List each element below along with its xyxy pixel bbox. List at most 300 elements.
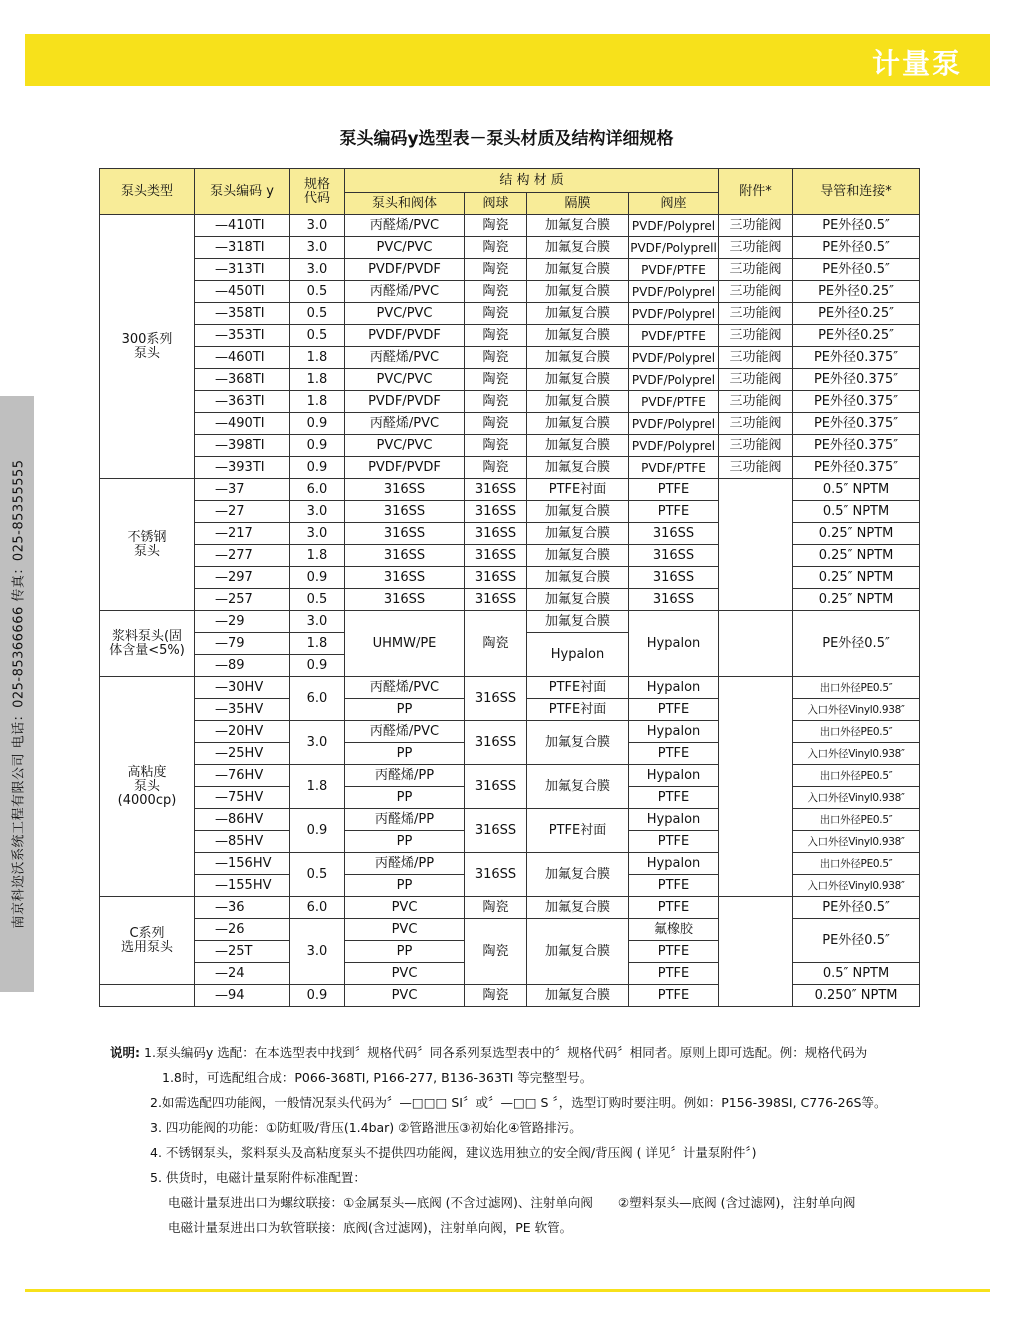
table-cell: PP: [345, 699, 465, 721]
table-row: [100, 721, 920, 743]
table-cell: PE外径0.5″: [793, 259, 920, 281]
group-stainless: [100, 479, 195, 611]
table-cell: 316SS: [465, 589, 527, 611]
table-row: [100, 325, 920, 347]
table-cell: PVDF/PTFE: [629, 457, 719, 479]
table-cell: 丙醛烯/PP: [345, 809, 465, 831]
table-cell: 三功能阀: [719, 303, 793, 325]
table-cell: PE外径0.375″: [793, 369, 920, 391]
table-cell: 0.9: [290, 435, 345, 457]
table-cell: PVC/PVC: [345, 237, 465, 259]
table-cell: 加氟复合膜: [527, 567, 629, 589]
group-empty: [100, 985, 195, 1007]
table-cell: 6.0: [290, 677, 345, 721]
table-cell: 出口外径PE0.5″: [793, 677, 920, 699]
table-row: [100, 501, 920, 523]
table-row: [100, 611, 920, 633]
table-cell: 3.0: [290, 721, 345, 765]
table-cell: 1.8: [290, 347, 345, 369]
table-row: [100, 809, 920, 831]
note-5a: 电磁计量泵进出口为螺纹联接：①金属泵头—底阀 (不含过滤网)、注射单向阀 ②塑料泵头—底阀 (含过滤网)，注射单向阀: [168, 1195, 856, 1210]
group-300-series: [100, 215, 195, 479]
table-cell: 6.0: [290, 897, 345, 919]
table-cell: PTFE: [629, 501, 719, 523]
table-cell: PP: [345, 831, 465, 853]
note-1a: 说明: 1.泵头编码y 选配：在本选型表中找到〞规格代码〞同各系列泵选型表中的〞规格代码〞相同者。原则上即可选配。例：规格代码为: [110, 1045, 868, 1060]
table-cell: 陶瓷: [465, 303, 527, 325]
cell-line: 高粘度: [127, 764, 167, 780]
table-cell: PE外径0.25″: [793, 281, 920, 303]
table-cell: 丙醛烯/PVC: [345, 347, 465, 369]
table-cell: 3.0: [290, 259, 345, 281]
table-cell: 丙醛烯/PP: [345, 765, 465, 787]
table-cell: 三功能阀: [719, 369, 793, 391]
table-cell: PVC: [345, 985, 465, 1007]
table-cell: 3.0: [290, 611, 345, 633]
cell-line: C系列: [129, 925, 165, 941]
table-row: [100, 347, 920, 369]
table-cell: 3.0: [290, 919, 345, 985]
table-cell: —353TI: [195, 325, 290, 347]
table-cell: 316SS: [629, 545, 719, 567]
table-cell: PVDF/PTFE: [629, 325, 719, 347]
company-contact-text: 南京科迩沃系统工程有限公司 电话：025-85366666 传真：025-85355555: [11, 459, 27, 929]
table-cell: —29: [195, 611, 290, 633]
cell-line: 代码: [303, 190, 330, 206]
table-cell: —450TI: [195, 281, 290, 303]
table-cell: 三功能阀: [719, 435, 793, 457]
table-row: [100, 413, 920, 435]
note-2: 2.如需选配四功能阀，一般情况泵头代码为〞—□□□ SI〞或〞—□□ S 〞，选型订购时要注明。例如：P156-398SI, C776-26S等。: [150, 1095, 887, 1110]
note-5: 5. 供货时，电磁计量泵附件标准配置：: [150, 1170, 366, 1185]
table-cell: —35HV: [195, 699, 290, 721]
table-cell: 加氟复合膜: [527, 215, 629, 237]
table-cell: PE外径0.25″: [793, 303, 920, 325]
table-cell: PVDF/Polyprel: [629, 435, 719, 457]
cell-line: 浆料泵头(固: [111, 628, 183, 644]
table-cell: 3.0: [290, 237, 345, 259]
table-cell: PVDF/PTFE: [629, 259, 719, 281]
table-cell: —217: [195, 523, 290, 545]
table-cell: 出口外径PE0.5″: [793, 721, 920, 743]
table-cell: 0.5″ NPTM: [793, 479, 920, 501]
table-cell: PTFE: [629, 963, 719, 985]
table-cell: 316SS: [345, 567, 465, 589]
cell-line: (4000cp): [117, 792, 177, 808]
table-cell: PVC/PVC: [345, 369, 465, 391]
table-row: [100, 897, 920, 919]
table-cell: PE外径0.5″: [793, 919, 920, 963]
table-cell: 陶瓷: [465, 457, 527, 479]
header-banner: [25, 34, 990, 86]
table-cell: 加氟复合膜: [527, 545, 629, 567]
table-cell: —393TI: [195, 457, 290, 479]
table-cell: —155HV: [195, 875, 290, 897]
table-cell: Hypalon: [629, 721, 719, 743]
table-cell: 加氟复合膜: [527, 853, 629, 897]
table-cell: 316SS: [465, 677, 527, 721]
table-cell: 三功能阀: [719, 237, 793, 259]
table-cell: 316SS: [465, 523, 527, 545]
table-cell: 6.0: [290, 479, 345, 501]
table-cell: 0.9: [290, 985, 345, 1007]
table-cell: 陶瓷: [465, 369, 527, 391]
accessory-empty: [719, 677, 793, 897]
table-cell: PTFE: [629, 985, 719, 1007]
table-cell: 3.0: [290, 501, 345, 523]
table-cell: 0.9: [290, 413, 345, 435]
table-cell: PP: [345, 941, 465, 963]
table-cell: 入口外径Vinyl0.938″: [793, 831, 920, 853]
table-cell: PTFE衬面: [527, 809, 629, 853]
table-cell: —410TI: [195, 215, 290, 237]
table-cell: 入口外径Vinyl0.938″: [793, 699, 920, 721]
table-cell: 三功能阀: [719, 325, 793, 347]
table-row: [100, 479, 920, 501]
table-cell: PTFE: [629, 941, 719, 963]
table-cell: 氟橡胶: [629, 919, 719, 941]
table-cell: PVC: [345, 919, 465, 941]
table-cell: —30HV: [195, 677, 290, 699]
table-cell: —358TI: [195, 303, 290, 325]
table-cell: PTFE: [629, 743, 719, 765]
table-cell: 加氟复合膜: [527, 611, 629, 633]
table-cell: 3.0: [290, 215, 345, 237]
table-cell: 入口外径Vinyl0.938″: [793, 875, 920, 897]
table-cell: PTFE衬面: [527, 677, 629, 699]
table-cell: —398TI: [195, 435, 290, 457]
table-cell: —277: [195, 545, 290, 567]
table-cell: 0.5: [290, 281, 345, 303]
table-row: [100, 677, 920, 699]
header-seat: 阀座: [629, 193, 719, 215]
table-cell: 加氟复合膜: [527, 435, 629, 457]
table-row: [100, 391, 920, 413]
table-cell: —86HV: [195, 809, 290, 831]
note-3: 3. 四功能阀的功能：①防虹吸/背压(1.4bar) ②管路泄压③初始化④管路排污。: [150, 1120, 582, 1135]
table-cell: PVDF/Polyprel: [629, 281, 719, 303]
table-cell: PE外径0.5″: [793, 237, 920, 259]
table-row: [100, 259, 920, 281]
table-cell: PE外径0.5″: [793, 611, 920, 677]
table-cell: —37: [195, 479, 290, 501]
table-row: [100, 545, 920, 567]
table-cell: UHMW/PE: [345, 611, 465, 677]
table-cell: PP: [345, 743, 465, 765]
table-cell: —297: [195, 567, 290, 589]
header-conduit: 导管和连接*: [793, 169, 920, 215]
table-row: [100, 853, 920, 875]
table-cell: PTFE: [629, 897, 719, 919]
table-cell: 入口外径Vinyl0.938″: [793, 787, 920, 809]
table-cell: 陶瓷: [465, 237, 527, 259]
table-cell: —20HV: [195, 721, 290, 743]
table-cell: 加氟复合膜: [527, 721, 629, 765]
table-cell: 加氟复合膜: [527, 501, 629, 523]
accessory-empty: [719, 897, 793, 1007]
table-cell: 加氟复合膜: [527, 457, 629, 479]
table-cell: —460TI: [195, 347, 290, 369]
table-row: [100, 237, 920, 259]
table-cell: —79: [195, 633, 290, 655]
table-cell: 陶瓷: [465, 325, 527, 347]
cell-line: 体含量<5%): [109, 642, 185, 658]
table-cell: 0.9: [290, 457, 345, 479]
table-cell: PVC: [345, 963, 465, 985]
table-cell: —25T: [195, 941, 290, 963]
table-cell: 三功能阀: [719, 347, 793, 369]
note-1b: 1.8时，可选配组合成：P066-368TI, P166-277, B136-363TI 等完整型号。: [162, 1070, 593, 1085]
table-cell: PVC: [345, 897, 465, 919]
table-cell: PVDF/Polyprell: [629, 237, 719, 259]
table-cell: 1.8: [290, 765, 345, 809]
table-cell: —75HV: [195, 787, 290, 809]
table-cell: PVDF/PVDF: [345, 457, 465, 479]
header-pump-code: 泵头编码 y: [195, 169, 290, 215]
table-cell: 陶瓷: [465, 281, 527, 303]
table-cell: 1.8: [290, 633, 345, 655]
table-row: [100, 919, 920, 941]
table-cell: 丙醛烯/PVC: [345, 281, 465, 303]
table-cell: —26: [195, 919, 290, 941]
table-cell: 316SS: [345, 501, 465, 523]
header-structure-material: 结 构 材 质: [345, 169, 719, 193]
table-cell: 0.25″ NPTM: [793, 545, 920, 567]
table-cell: Hypalon: [629, 611, 719, 677]
table-cell: 入口外径Vinyl0.938″: [793, 743, 920, 765]
table-cell: PE外径0.5″: [793, 897, 920, 919]
table-cell: PTFE: [629, 699, 719, 721]
table-cell: PTFE衬面: [527, 699, 629, 721]
table-cell: 0.25″ NPTM: [793, 523, 920, 545]
table-cell: 三功能阀: [719, 281, 793, 303]
note-4: 4. 不锈钢泵头，浆料泵头及高粘度泵头不提供四功能阀，建议选用独立的安全阀/背压阀 ( 详见〞计量泵附件〞): [150, 1145, 757, 1160]
header-title: 计量泵: [871, 47, 962, 80]
header-body: 泵头和阀体: [345, 193, 465, 215]
header-accessory: 附件*: [719, 169, 793, 215]
table-cell: 加氟复合膜: [527, 765, 629, 809]
table-cell: —313TI: [195, 259, 290, 281]
table-cell: 加氟复合膜: [527, 303, 629, 325]
table-cell: —257: [195, 589, 290, 611]
table-cell: PTFE: [629, 875, 719, 897]
table-cell: 316SS: [345, 589, 465, 611]
table-cell: 加氟复合膜: [527, 237, 629, 259]
table-cell: PVDF/Polyprel: [629, 369, 719, 391]
table-cell: Hypalon: [527, 633, 629, 677]
table-cell: PE外径0.375″: [793, 391, 920, 413]
table-cell: PE外径0.5″: [793, 215, 920, 237]
table-cell: 3.0: [290, 523, 345, 545]
table-cell: —156HV: [195, 853, 290, 875]
cell-line: 泵头: [133, 543, 160, 559]
table-cell: 丙醛烯/PVC: [345, 721, 465, 743]
table-cell: 陶瓷: [465, 985, 527, 1007]
table-cell: PP: [345, 787, 465, 809]
table-cell: 316SS: [465, 853, 527, 897]
pump-head-spec-table: [99, 168, 920, 1007]
table-cell: PVDF/PTFE: [629, 391, 719, 413]
table-row: [100, 567, 920, 589]
table-cell: 加氟复合膜: [527, 919, 629, 985]
table-cell: 陶瓷: [465, 259, 527, 281]
table-cell: PVC/PVC: [345, 303, 465, 325]
table-row: [100, 589, 920, 611]
note-5b: 电磁计量泵进出口为软管联接：底阀(含过滤网)，注射单向阀，PE 软管。: [168, 1220, 573, 1235]
table-row: [100, 169, 920, 193]
table-cell: PVDF/Polyprel: [629, 347, 719, 369]
table-cell: 加氟复合膜: [527, 325, 629, 347]
table-cell: 0.5: [290, 589, 345, 611]
table-cell: PTFE衬面: [527, 479, 629, 501]
table-cell: 316SS: [465, 567, 527, 589]
table-cell: 0.5″ NPTM: [793, 501, 920, 523]
table-cell: PE外径0.25″: [793, 325, 920, 347]
table-cell: Hypalon: [629, 853, 719, 875]
table-cell: 加氟复合膜: [527, 523, 629, 545]
table-cell: 加氟复合膜: [527, 589, 629, 611]
table-cell: 出口外径PE0.5″: [793, 853, 920, 875]
table-cell: 加氟复合膜: [527, 897, 629, 919]
accessory-empty: [719, 611, 793, 677]
table-cell: —24: [195, 963, 290, 985]
table-cell: 丙醛烯/PVC: [345, 413, 465, 435]
company-sidebar: [0, 396, 34, 992]
table-cell: 0.5″ NPTM: [793, 963, 920, 985]
cell-line: 选用泵头: [120, 939, 173, 955]
table-cell: PE外径0.375″: [793, 435, 920, 457]
table-cell: 加氟复合膜: [527, 281, 629, 303]
table-cell: 316SS: [465, 501, 527, 523]
table-row: [100, 369, 920, 391]
cell-line: 300系列: [121, 331, 173, 347]
table-cell: PTFE: [629, 479, 719, 501]
table-cell: 加氟复合膜: [527, 369, 629, 391]
table-cell: 316SS: [465, 479, 527, 501]
table-cell: 316SS: [465, 721, 527, 765]
table-cell: PVDF/Polyprel: [629, 215, 719, 237]
table-cell: —76HV: [195, 765, 290, 787]
table-cell: 三功能阀: [719, 413, 793, 435]
table-cell: PVDF/PVDF: [345, 391, 465, 413]
table-cell: 加氟复合膜: [527, 259, 629, 281]
table-cell: 1.8: [290, 545, 345, 567]
table-cell: 出口外径PE0.5″: [793, 809, 920, 831]
table-cell: —89: [195, 655, 290, 677]
table-row: [100, 303, 920, 325]
table-cell: PVDF/PVDF: [345, 325, 465, 347]
table-cell: 三功能阀: [719, 391, 793, 413]
table-cell: 0.250″ NPTM: [793, 985, 920, 1007]
cell-line: 不锈钢: [127, 529, 167, 545]
table-cell: —490TI: [195, 413, 290, 435]
footer-line: [25, 1289, 990, 1292]
table-cell: 316SS: [345, 479, 465, 501]
table-cell: PTFE: [629, 787, 719, 809]
table-cell: PVC/PVC: [345, 435, 465, 457]
table-cell: PE外径0.375″: [793, 347, 920, 369]
table-row: [100, 765, 920, 787]
table-row: [100, 985, 920, 1007]
table-cell: 陶瓷: [465, 919, 527, 985]
table-cell: 三功能阀: [719, 215, 793, 237]
table-cell: 316SS: [345, 545, 465, 567]
group-slurry: [100, 611, 195, 677]
table-cell: 0.9: [290, 809, 345, 853]
cell-line: 规格: [303, 176, 330, 192]
table-cell: 316SS: [629, 589, 719, 611]
table-cell: 丙醛烯/PVC: [345, 677, 465, 699]
page-title: 泵头编码y选型表－泵头材质及结构详细规格: [339, 129, 674, 149]
table-row: [100, 435, 920, 457]
table-cell: —25HV: [195, 743, 290, 765]
table-cell: 加氟复合膜: [527, 347, 629, 369]
table-cell: 316SS: [465, 545, 527, 567]
table-cell: 316SS: [345, 523, 465, 545]
header-spec-code: [290, 169, 345, 215]
table-row: [100, 457, 920, 479]
table-cell: 0.9: [290, 567, 345, 589]
table-row: [100, 281, 920, 303]
table-cell: Hypalon: [629, 677, 719, 699]
table-cell: PTFE: [629, 831, 719, 853]
table-cell: PVDF/PVDF: [345, 259, 465, 281]
table-cell: 丙醛烯/PVC: [345, 215, 465, 237]
header-membrane: 隔膜: [527, 193, 629, 215]
table-cell: PE外径0.375″: [793, 413, 920, 435]
table-cell: 1.8: [290, 391, 345, 413]
table-cell: 陶瓷: [465, 391, 527, 413]
accessory-empty: [719, 479, 793, 611]
table-cell: —85HV: [195, 831, 290, 853]
table-cell: 316SS: [629, 567, 719, 589]
table-cell: 加氟复合膜: [527, 391, 629, 413]
table-cell: 0.5: [290, 325, 345, 347]
table-cell: 加氟复合膜: [527, 413, 629, 435]
header-ball: 阀球: [465, 193, 527, 215]
table-cell: PE外径0.375″: [793, 457, 920, 479]
table-cell: PP: [345, 875, 465, 897]
table-cell: 陶瓷: [465, 413, 527, 435]
table-cell: 0.25″ NPTM: [793, 589, 920, 611]
table-cell: 三功能阀: [719, 457, 793, 479]
notes-label: 说明: [110, 1045, 136, 1060]
table-cell: 陶瓷: [465, 347, 527, 369]
table-cell: —94: [195, 985, 290, 1007]
table-cell: 0.5: [290, 853, 345, 897]
cell-line: 泵头: [133, 778, 160, 794]
table-cell: 出口外径PE0.5″: [793, 765, 920, 787]
table-cell: —27: [195, 501, 290, 523]
table-cell: 316SS: [629, 523, 719, 545]
header-pump-type: 泵头类型: [100, 169, 195, 215]
table-cell: 316SS: [465, 809, 527, 853]
table-cell: PVDF/Polyprel: [629, 413, 719, 435]
table-cell: —36: [195, 897, 290, 919]
table-cell: 三功能阀: [719, 259, 793, 281]
table-row: [100, 215, 920, 237]
group-high-viscosity: [100, 677, 195, 897]
table-cell: Hypalon: [629, 809, 719, 831]
table-cell: 陶瓷: [465, 215, 527, 237]
table-cell: 0.25″ NPTM: [793, 567, 920, 589]
table-cell: 0.5: [290, 303, 345, 325]
table-row: [100, 523, 920, 545]
table-cell: 陶瓷: [465, 611, 527, 677]
table-cell: 1.8: [290, 369, 345, 391]
table-cell: 0.9: [290, 655, 345, 677]
cell-line: 泵头: [133, 345, 160, 361]
